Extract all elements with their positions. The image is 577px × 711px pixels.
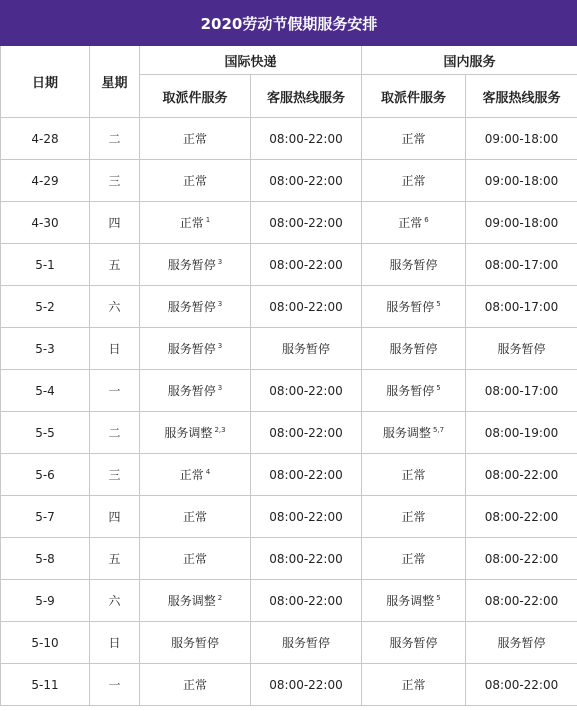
intl-hotline-cell (251, 286, 362, 328)
date-cell (1, 370, 90, 412)
table-row (1, 622, 577, 664)
intl-pickup-cell-text: 正常 (182, 174, 207, 188)
intl-pickup-cell-text: 正常 (179, 468, 204, 482)
intl-pickup-cell-text: 服务调整 (164, 426, 213, 440)
dom-hotline-cell (466, 370, 577, 412)
header-intl-group: 国际快递 (140, 46, 362, 75)
dom-hotline-cell (466, 622, 577, 664)
date-cell-text: 5-9 (35, 593, 55, 608)
dom-hotline-cell (466, 664, 577, 706)
weekday-cell-text: 一 (108, 384, 121, 398)
weekday-cell-text: 五 (108, 258, 121, 272)
page-title: 2020劳动节假期服务安排 (1, 1, 577, 46)
weekday-cell-text: 四 (108, 510, 121, 524)
table-row (1, 370, 577, 412)
dom-hotline-cell-text: 08:00-22:00 (484, 467, 559, 482)
dom-hotline-cell-text: 08:00-22:00 (484, 593, 559, 608)
dom-hotline-cell (466, 580, 577, 622)
table-row (1, 118, 577, 160)
dom-hotline-cell (466, 202, 577, 244)
header-date: 日期 (1, 46, 90, 118)
weekday-cell (90, 496, 140, 538)
dom-pickup-cell (362, 664, 466, 706)
date-cell (1, 202, 90, 244)
table-row (1, 244, 577, 286)
weekday-cell-text: 四 (108, 216, 121, 230)
footnote-marker: 5 (436, 594, 441, 602)
dom-hotline-cell-text: 08:00-19:00 (484, 425, 559, 440)
intl-hotline-cell-text: 08:00-22:00 (269, 425, 343, 440)
weekday-cell (90, 370, 140, 412)
dom-hotline-cell (466, 244, 577, 286)
weekday-cell-text: 二 (108, 426, 121, 440)
table-row (1, 328, 577, 370)
weekday-cell (90, 118, 140, 160)
intl-pickup-cell (140, 202, 251, 244)
date-cell-text: 4-30 (31, 215, 59, 230)
intl-pickup-cell (140, 580, 251, 622)
intl-hotline-cell (251, 454, 362, 496)
header-intl-hotline: 客服热线服务 (251, 75, 362, 118)
dom-hotline-cell-text: 08:00-17:00 (484, 383, 559, 398)
dom-hotline-cell-text: 09:00-18:00 (484, 215, 559, 230)
dom-hotline-cell-text: 08:00-22:00 (484, 551, 559, 566)
intl-pickup-cell (140, 412, 251, 454)
intl-pickup-cell (140, 244, 251, 286)
weekday-cell-text: 六 (108, 594, 121, 608)
intl-hotline-cell-text: 08:00-22:00 (269, 257, 343, 272)
weekday-cell (90, 244, 140, 286)
header-dom-hotline: 客服热线服务 (466, 75, 577, 118)
date-cell-text: 5-2 (35, 299, 55, 314)
weekday-cell-text: 一 (108, 678, 121, 692)
dom-hotline-cell (466, 118, 577, 160)
weekday-cell (90, 328, 140, 370)
header-intl-pickup: 取派件服务 (140, 75, 251, 118)
intl-pickup-cell (140, 538, 251, 580)
dom-hotline-cell (466, 496, 577, 538)
table-row (1, 286, 577, 328)
weekday-cell-text: 六 (108, 300, 121, 314)
date-cell (1, 118, 90, 160)
intl-hotline-cell (251, 412, 362, 454)
intl-hotline-cell (251, 370, 362, 412)
dom-hotline-cell (466, 328, 577, 370)
dom-hotline-cell-text: 09:00-18:00 (484, 173, 559, 188)
weekday-cell-text: 三 (108, 468, 121, 482)
dom-pickup-cell-text: 服务暂停 (389, 636, 438, 650)
date-cell (1, 412, 90, 454)
footnote-marker: 2 (217, 594, 223, 602)
intl-pickup-cell (140, 160, 251, 202)
footnote-marker: 1 (205, 216, 211, 224)
date-cell-text: 4-29 (31, 173, 59, 188)
weekday-cell (90, 664, 140, 706)
dom-hotline-cell-text: 服务暂停 (497, 342, 546, 356)
weekday-cell-text: 五 (108, 552, 121, 566)
date-cell-text: 5-3 (35, 341, 55, 356)
date-cell-text: 5-8 (35, 551, 55, 566)
date-cell (1, 244, 90, 286)
dom-hotline-cell-text: 09:00-18:00 (484, 131, 559, 146)
dom-pickup-cell-text: 服务暂停 (386, 384, 435, 398)
date-cell (1, 454, 90, 496)
dom-hotline-cell-text: 08:00-22:00 (484, 509, 559, 524)
intl-hotline-cell-text: 08:00-22:00 (269, 383, 343, 398)
weekday-cell-text: 二 (108, 132, 121, 146)
intl-pickup-cell (140, 622, 251, 664)
intl-pickup-cell-text: 正常 (182, 510, 207, 524)
intl-hotline-cell-text: 08:00-22:00 (269, 131, 343, 146)
footnote-marker: 4 (205, 468, 211, 476)
date-cell (1, 580, 90, 622)
dom-hotline-cell-text: 08:00-17:00 (484, 257, 559, 272)
dom-pickup-cell (362, 202, 466, 244)
weekday-cell-text: 日 (108, 342, 121, 356)
dom-pickup-cell-text: 正常 (401, 132, 426, 146)
table-row (1, 538, 577, 580)
dom-hotline-cell (466, 160, 577, 202)
intl-pickup-cell-text: 服务暂停 (167, 342, 216, 356)
weekday-cell (90, 412, 140, 454)
footnote-marker: 5 (436, 300, 441, 308)
intl-hotline-cell (251, 664, 362, 706)
intl-hotline-cell-text: 08:00-22:00 (269, 509, 343, 524)
intl-hotline-cell-text: 08:00-22:00 (269, 215, 343, 230)
date-cell (1, 328, 90, 370)
intl-hotline-cell (251, 328, 362, 370)
table-row (1, 580, 577, 622)
footnote-marker: 5,7 (432, 426, 445, 434)
weekday-cell (90, 622, 140, 664)
intl-hotline-cell-text: 08:00-22:00 (269, 551, 343, 566)
dom-pickup-cell (362, 160, 466, 202)
date-cell-text: 4-28 (31, 131, 59, 146)
footnote-marker: 6 (424, 216, 429, 224)
date-cell-text: 5-11 (31, 677, 59, 692)
date-cell (1, 286, 90, 328)
dom-pickup-cell (362, 118, 466, 160)
intl-pickup-cell-text: 正常 (179, 216, 204, 230)
dom-pickup-cell-text: 服务调整 (382, 426, 431, 440)
dom-pickup-cell (362, 622, 466, 664)
header-dom-pickup: 取派件服务 (362, 75, 466, 118)
dom-pickup-cell-text: 正常 (398, 216, 423, 230)
weekday-cell (90, 286, 140, 328)
intl-hotline-cell-text: 08:00-22:00 (269, 677, 343, 692)
table-row (1, 412, 577, 454)
table-row (1, 202, 577, 244)
dom-pickup-cell (362, 244, 466, 286)
weekday-cell (90, 538, 140, 580)
dom-pickup-cell-text: 正常 (401, 468, 426, 482)
intl-hotline-cell-text: 08:00-22:00 (269, 593, 343, 608)
intl-hotline-cell-text: 08:00-22:00 (269, 173, 343, 188)
intl-pickup-cell-text: 服务暂停 (170, 636, 219, 650)
weekday-cell (90, 160, 140, 202)
date-cell (1, 160, 90, 202)
intl-hotline-cell-text: 服务暂停 (281, 636, 330, 650)
intl-pickup-cell-text: 正常 (182, 678, 207, 692)
table-row (1, 160, 577, 202)
dom-pickup-cell-text: 正常 (401, 174, 426, 188)
footnote-marker: 3 (217, 300, 223, 308)
dom-pickup-cell (362, 370, 466, 412)
intl-hotline-cell (251, 496, 362, 538)
intl-pickup-cell (140, 118, 251, 160)
date-cell-text: 5-1 (35, 257, 55, 272)
intl-pickup-cell-text: 服务调整 (167, 594, 216, 608)
dom-hotline-cell (466, 412, 577, 454)
intl-hotline-cell (251, 538, 362, 580)
intl-pickup-cell (140, 328, 251, 370)
dom-hotline-cell-text: 08:00-17:00 (484, 299, 559, 314)
dom-pickup-cell-text: 正常 (401, 678, 426, 692)
intl-pickup-cell (140, 286, 251, 328)
intl-pickup-cell-text: 服务暂停 (167, 384, 216, 398)
dom-pickup-cell (362, 496, 466, 538)
dom-pickup-cell-text: 正常 (401, 552, 426, 566)
table-row (1, 496, 577, 538)
intl-hotline-cell (251, 118, 362, 160)
footnote-marker: 3 (217, 342, 223, 350)
intl-pickup-cell (140, 454, 251, 496)
intl-hotline-cell (251, 202, 362, 244)
footnote-marker: 3 (217, 258, 223, 266)
date-cell (1, 622, 90, 664)
header-weekday: 星期 (90, 46, 140, 118)
dom-hotline-cell-text: 08:00-22:00 (484, 677, 559, 692)
intl-pickup-cell-text: 正常 (182, 552, 207, 566)
dom-pickup-cell-text: 服务暂停 (386, 300, 435, 314)
footnote-marker: 3 (217, 384, 223, 392)
intl-hotline-cell-text: 08:00-22:00 (269, 299, 343, 314)
table-row (1, 454, 577, 496)
date-cell (1, 496, 90, 538)
table-row (1, 664, 577, 706)
intl-pickup-cell (140, 664, 251, 706)
weekday-cell (90, 580, 140, 622)
dom-pickup-cell-text: 服务暂停 (389, 342, 438, 356)
date-cell-text: 5-6 (35, 467, 55, 482)
dom-pickup-cell (362, 286, 466, 328)
dom-pickup-cell (362, 412, 466, 454)
intl-pickup-cell (140, 496, 251, 538)
date-cell-text: 5-5 (35, 425, 55, 440)
intl-hotline-cell (251, 580, 362, 622)
footnote-marker: 2,3 (214, 426, 226, 434)
dom-pickup-cell-text: 服务调整 (386, 594, 435, 608)
intl-pickup-cell (140, 370, 251, 412)
date-cell-text: 5-4 (35, 383, 55, 398)
intl-hotline-cell (251, 244, 362, 286)
date-cell-text: 5-7 (35, 509, 55, 524)
weekday-cell (90, 202, 140, 244)
dom-pickup-cell (362, 454, 466, 496)
dom-hotline-cell (466, 286, 577, 328)
intl-hotline-cell (251, 622, 362, 664)
footnote-marker: 5 (436, 384, 441, 392)
header-domestic-group: 国内服务 (362, 46, 577, 75)
intl-hotline-cell-text: 服务暂停 (281, 342, 330, 356)
weekday-cell-text: 日 (108, 636, 121, 650)
dom-hotline-cell (466, 454, 577, 496)
weekday-cell-text: 三 (108, 174, 121, 188)
intl-hotline-cell-text: 08:00-22:00 (269, 467, 343, 482)
date-cell (1, 664, 90, 706)
dom-pickup-cell-text: 服务暂停 (389, 258, 438, 272)
date-cell (1, 538, 90, 580)
dom-hotline-cell-text: 服务暂停 (497, 636, 546, 650)
dom-pickup-cell (362, 328, 466, 370)
dom-pickup-cell (362, 580, 466, 622)
intl-hotline-cell (251, 160, 362, 202)
weekday-cell (90, 454, 140, 496)
intl-pickup-cell-text: 服务暂停 (167, 300, 216, 314)
date-cell-text: 5-10 (31, 635, 59, 650)
dom-pickup-cell (362, 538, 466, 580)
dom-hotline-cell (466, 538, 577, 580)
intl-pickup-cell-text: 正常 (182, 132, 207, 146)
dom-pickup-cell-text: 正常 (401, 510, 426, 524)
intl-pickup-cell-text: 服务暂停 (167, 258, 216, 272)
